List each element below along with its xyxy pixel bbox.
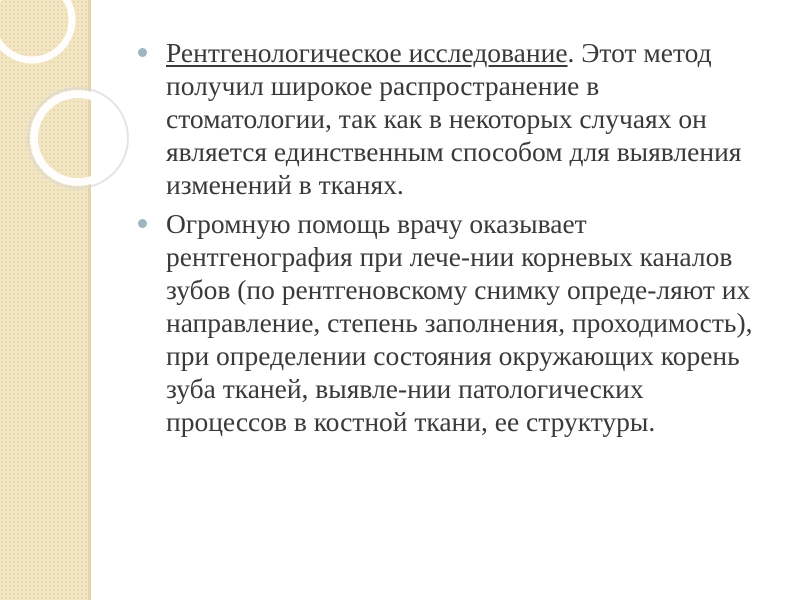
decorative-ring-middle-shadow bbox=[28, 88, 128, 188]
bullet-item-1 bbox=[128, 36, 768, 201]
slide-content bbox=[128, 36, 768, 444]
bullet-text: . Этот метод получил широкое распространение в стоматологии, так как в некоторых случаях он является единственным способом для выявления изменений в тканях. bbox=[166, 37, 742, 200]
decorative-ring-middle bbox=[34, 94, 122, 182]
bullet-text: Огромную помощь врачу оказывает рентгенография при лече-нии корневых каналов зубов (по рентгеновскому снимку опреде-ляют их направление, степень заполнения, проходимость), при определении состояния окружающих корень зуба тканей, выявле-нии патологических процессов в костной ткани, ее структуры. bbox=[166, 208, 753, 437]
bullet-item-2 bbox=[128, 207, 768, 438]
bullet-icon bbox=[138, 48, 147, 57]
bullet-icon bbox=[138, 219, 147, 228]
underlined-term: Рентгенологическое исследование bbox=[166, 37, 568, 68]
decorative-ring-top bbox=[0, 0, 72, 60]
decorative-rings bbox=[0, 0, 140, 260]
